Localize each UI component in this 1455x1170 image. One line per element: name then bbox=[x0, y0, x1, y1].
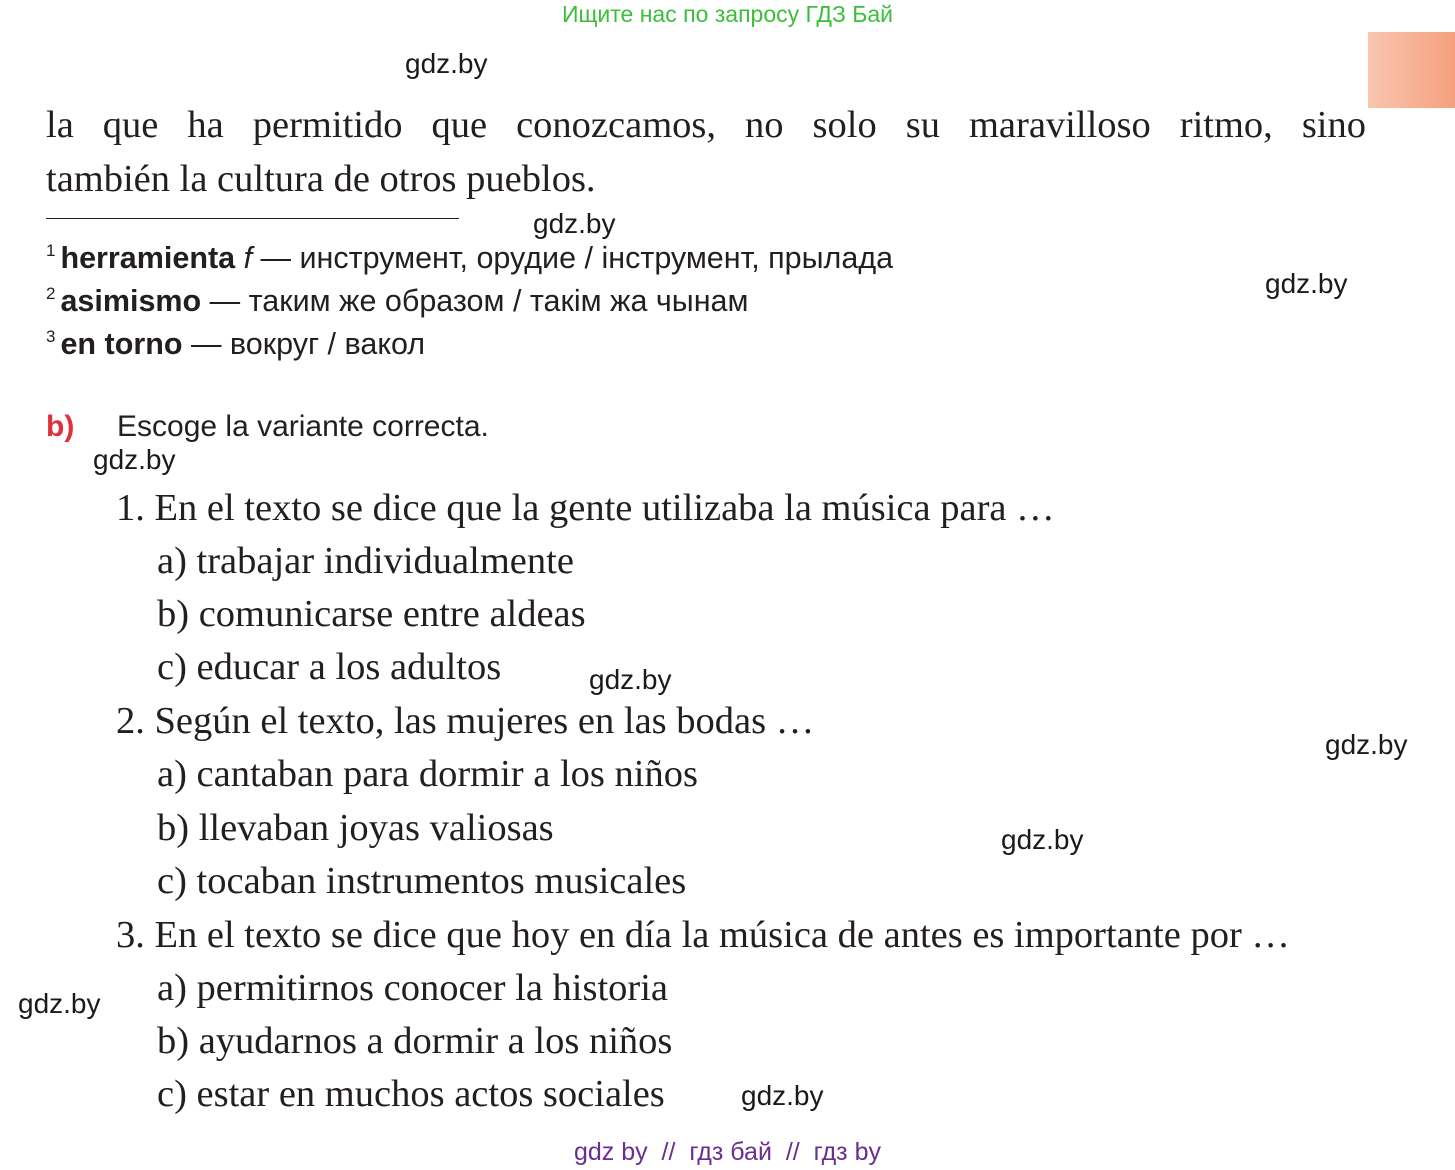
question-1-option-c: c) educar a los adultos bbox=[157, 646, 502, 688]
footnote-1 bbox=[46, 240, 893, 276]
watermark: gdz.by bbox=[405, 48, 488, 79]
passage-line-2: también la cultura de otros pueblos. bbox=[46, 158, 596, 200]
question-1-option-a: a) trabajar individualmente bbox=[157, 540, 574, 582]
question-3: 3. En el texto se dice que hoy en día la música de antes es importante por … bbox=[116, 914, 1290, 956]
footnote-term: asimismo bbox=[60, 284, 202, 318]
footnote-definition: инструмент, орудие / інструмент, прылада bbox=[299, 241, 894, 275]
bottom-site-banner: gdz by // гдз бай // гдз by bbox=[573, 1138, 881, 1166]
footnote-2 bbox=[46, 283, 748, 319]
question-3-option-a: a) permitirnos conocer la historia bbox=[157, 967, 669, 1009]
footnote-3 bbox=[46, 326, 425, 362]
footnote-definition: вокруг / вакол bbox=[229, 327, 426, 361]
footnote-number: 1 bbox=[46, 241, 56, 260]
page-corner-tab bbox=[1368, 32, 1455, 108]
watermark: gdz.by bbox=[18, 988, 101, 1019]
question-2: 2. Según el texto, las mujeres en las bodas … bbox=[116, 700, 815, 742]
footnote-term: en torno bbox=[60, 327, 183, 361]
question-2-option-c: c) tocaban instrumentos musicales bbox=[157, 860, 687, 902]
question-3-option-b: b) ayudarnos a dormir a los niños bbox=[157, 1020, 673, 1062]
footnote-separator: — bbox=[182, 327, 230, 361]
question-1-option-b: b) comunicarse entre aldeas bbox=[157, 593, 586, 635]
question-2-option-a: a) cantaban para dormir a los niños bbox=[157, 753, 698, 795]
question-2-option-b: b) llevaban joyas valiosas bbox=[157, 807, 554, 849]
footnote-number: 2 bbox=[46, 284, 56, 303]
watermark: gdz.by bbox=[1001, 824, 1084, 855]
watermark: gdz.by bbox=[533, 208, 616, 239]
top-search-banner: Ищите нас по запросу ГДЗ Бай bbox=[561, 1, 894, 27]
watermark: gdz.by bbox=[93, 444, 176, 475]
watermark: gdz.by bbox=[741, 1080, 824, 1111]
footnote-separator: — bbox=[201, 284, 249, 318]
footnote-separator: — bbox=[252, 241, 300, 275]
task-letter: b) bbox=[46, 410, 75, 443]
footnote-term: herramienta bbox=[60, 241, 236, 275]
task-instruction: Escoge la variante correcta. bbox=[117, 410, 489, 443]
footnote-divider bbox=[46, 218, 459, 219]
watermark: gdz.by bbox=[1325, 729, 1408, 760]
question-3-option-c: c) estar en muchos actos sociales bbox=[157, 1073, 665, 1115]
footnote-gender: f bbox=[243, 241, 253, 275]
watermark: gdz.by bbox=[589, 664, 672, 695]
question-1: 1. En el texto se dice que la gente utilizaba la música para … bbox=[116, 487, 1055, 529]
passage-line-1: la que ha permitido que conozcamos, no solo su maravilloso ritmo, sino bbox=[46, 104, 1366, 146]
footnote-definition: таким же образом / такім жа чынам bbox=[248, 284, 749, 318]
watermark: gdz.by bbox=[1265, 268, 1348, 299]
footnote-number: 3 bbox=[46, 327, 56, 346]
